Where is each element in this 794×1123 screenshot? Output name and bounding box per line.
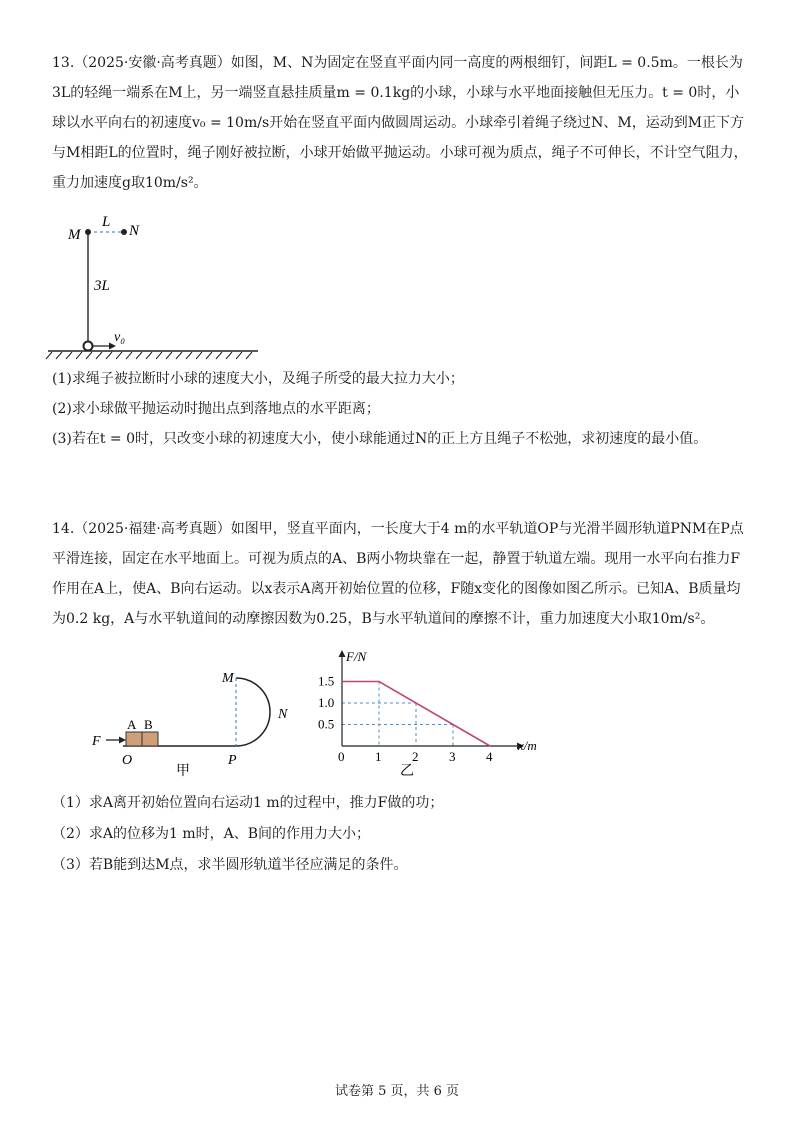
q13-sub1: (1)求绳子被拉断时小球的速度大小，及绳子所受的最大拉力大小；: [52, 371, 464, 387]
label-M: M: [68, 227, 81, 243]
x-tick-label: 0: [338, 749, 345, 764]
q13-figure: [40, 214, 260, 360]
label-A: A: [127, 717, 137, 732]
page-footer: 试卷第 5 页，共 6 页: [334, 1084, 460, 1099]
x-tick-label: 4: [486, 749, 493, 764]
q14-sub1: （1）求A离开初始位置向右运动1 m的过程中，推力F做的功；: [52, 795, 444, 811]
q13-stem: 13.（2025·安徽·高考真题）如图，M、N为固定在竖直平面内同一高度的两根细钉，间距L = 0.5m。一根长为3L的轻绳一端系在M上，另一端竖直悬挂质量m = 0.1kg的小球，小球与水平地面接触但无压力。t = 0时，小球以水平向右的初速度v₀ = 10m/s开始在竖直平面内做圆周运动。小球牵引着绳子绕过N、M，运动到M正下方与M相距L的位置时，绳子刚好被拉断，小球开始做平抛运动。小球可视为质点，绳子不可伸长，不计空气阻力，重力加速度g取10m/s²。: [52, 55, 748, 191]
y-tick-label: 1.5: [318, 673, 335, 689]
q14-figure-yi-chart: [310, 642, 550, 782]
q14-sub2: （2）求A的位移为1 m时，A、B间的作用力大小；: [52, 826, 371, 842]
nail-M: [85, 229, 91, 235]
y-axis-arrow: [339, 650, 346, 657]
semicircle-track: [236, 678, 270, 746]
label-3L: 3L: [94, 278, 110, 294]
label-F: F: [92, 734, 101, 749]
y-axis-label: F/N: [346, 649, 367, 664]
label-N: N: [129, 223, 140, 239]
chart-title: 乙: [400, 764, 414, 779]
label-P: P: [228, 753, 237, 768]
label-M-track: M: [222, 671, 234, 686]
q14-stem: 14.（2025·福建·高考真题）如图甲，竖直平面内，一长度大于4 m的水平轨道OP与光滑半圆形轨道PNM在P点平滑连接，固定在水平地面上。可视为质点的A、B两小物块靠在一起，静置于轨道左端。现用一水平向右推力F作用在A上，使A、B向右运动。以x表示A离开初始位置的位移，F随x变化的图像如图乙所示。已知A、B质量均为0.2 kg，A与水平轨道间的动摩擦因数为0.25，B与水平轨道间的摩擦不计，重力加速度大小取10m/s²。: [52, 521, 744, 627]
caption-jia: 甲: [176, 764, 190, 779]
label-B: B: [144, 717, 153, 732]
label-L: L: [102, 214, 111, 230]
label-O: O: [122, 753, 133, 768]
x-tick-label: 1: [375, 749, 382, 764]
x-axis-label: x/m: [518, 738, 537, 753]
ground-hatching: [46, 352, 252, 359]
label-N-track: N: [278, 707, 288, 722]
x-tick-label: 3: [449, 749, 456, 764]
q14-figure-jia: [88, 662, 308, 782]
nail-N: [121, 229, 127, 235]
force-arrow-head: [119, 737, 126, 744]
y-tick-label: 1.0: [318, 695, 335, 710]
q14-sub3: （3）若B能到达M点，求半圆形轨道半径应满足的条件。: [52, 857, 408, 873]
x-tick-label: 2: [412, 749, 419, 764]
series-line: [342, 682, 490, 747]
label-v0: v₀: [114, 330, 126, 345]
ball: [84, 342, 93, 351]
q13-sub2: (2)求小球做平抛运动时抛出点到落地点的水平距离；: [52, 401, 380, 417]
y-tick-label: 0.5: [318, 716, 335, 732]
q13-sub3: (3)若在t = 0时，只改变小球的初速度大小，使小球能通过N的正上方且绳子不松弛，求初速度的最小值。: [52, 431, 708, 447]
block-A: [126, 732, 142, 746]
block-B: [142, 732, 158, 746]
